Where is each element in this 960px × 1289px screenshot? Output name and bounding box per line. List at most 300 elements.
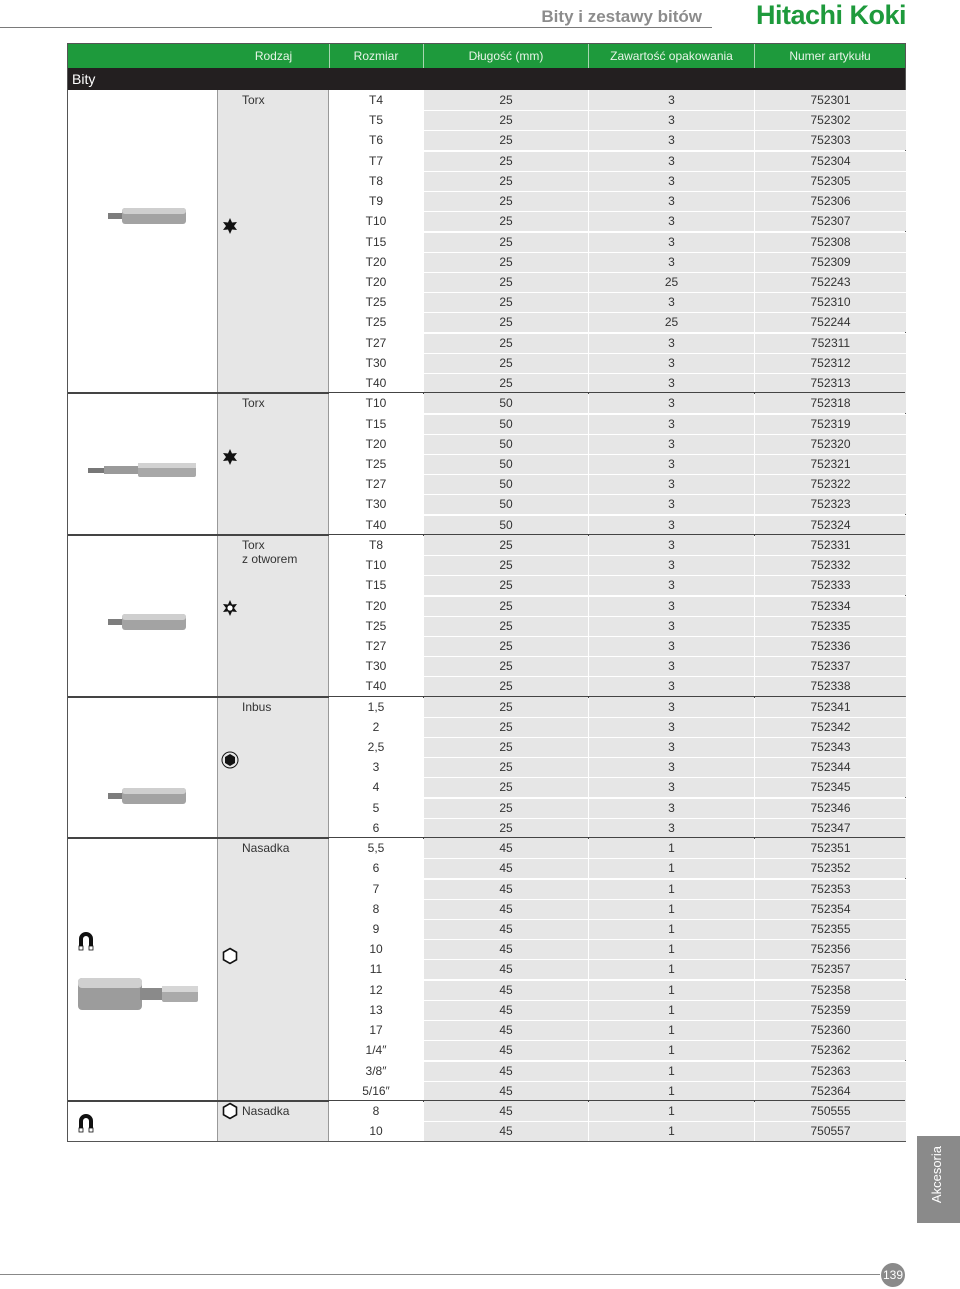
size-cell: T10 bbox=[329, 393, 423, 413]
quantity-cell: 3 bbox=[589, 434, 754, 454]
length-cell: 25 bbox=[424, 353, 588, 373]
row-divider bbox=[329, 879, 906, 880]
article-number-cell: 752364 bbox=[755, 1081, 906, 1101]
length-cell: 25 bbox=[424, 90, 588, 110]
row-divider bbox=[329, 818, 906, 819]
length-cell: 25 bbox=[424, 151, 588, 171]
quantity-cell: 1 bbox=[589, 939, 754, 959]
col-rodzaj: Rodzaj bbox=[254, 49, 293, 63]
row-divider bbox=[329, 656, 906, 657]
quantity-cell: 1 bbox=[589, 1061, 754, 1081]
table-row bbox=[329, 353, 906, 373]
type-label-line: Nasadka bbox=[242, 841, 290, 856]
length-cell: 25 bbox=[424, 636, 588, 656]
quantity-cell: 1 bbox=[589, 1081, 754, 1101]
length-cell: 50 bbox=[424, 515, 588, 535]
size-cell: T27 bbox=[329, 636, 423, 656]
row-divider bbox=[329, 616, 906, 617]
size-cell: T27 bbox=[329, 333, 423, 353]
row-divider bbox=[329, 757, 906, 758]
article-number-cell: 752313 bbox=[755, 373, 906, 393]
quantity-cell: 3 bbox=[589, 777, 754, 797]
row-divider bbox=[329, 1081, 906, 1082]
hex-outline-icon bbox=[221, 1102, 239, 1120]
table-row bbox=[329, 1020, 906, 1040]
col-rozmiar: Rozmiar bbox=[353, 49, 399, 63]
article-number-cell: 752308 bbox=[755, 232, 906, 252]
type-label-line: Torx bbox=[242, 93, 265, 107]
quantity-cell: 3 bbox=[589, 151, 754, 171]
row-divider bbox=[329, 232, 906, 233]
footer-rule bbox=[0, 1274, 880, 1275]
type-label bbox=[242, 1104, 289, 1118]
size-cell: T40 bbox=[329, 515, 423, 535]
table-row bbox=[329, 879, 906, 899]
quantity-cell: 3 bbox=[589, 737, 754, 757]
article-number-cell: 752337 bbox=[755, 656, 906, 676]
row-divider bbox=[329, 636, 906, 637]
quantity-cell: 3 bbox=[589, 252, 754, 272]
article-number-cell: 752320 bbox=[755, 434, 906, 454]
size-cell: T20 bbox=[329, 272, 423, 292]
table-row bbox=[329, 555, 906, 575]
row-divider bbox=[329, 676, 906, 677]
hex-outline-icon bbox=[221, 947, 239, 965]
length-cell: 25 bbox=[424, 697, 588, 717]
article-number-cell: 752331 bbox=[755, 535, 906, 555]
quantity-cell: 3 bbox=[589, 393, 754, 413]
table-row bbox=[329, 474, 906, 494]
length-cell: 25 bbox=[424, 676, 588, 696]
article-number-cell: 752305 bbox=[755, 171, 906, 191]
size-cell: T30 bbox=[329, 353, 423, 373]
quantity-cell: 3 bbox=[589, 656, 754, 676]
quantity-cell: 3 bbox=[589, 211, 754, 231]
quantity-cell: 1 bbox=[589, 980, 754, 1000]
size-cell: 12 bbox=[329, 980, 423, 1000]
article-number-cell: 752309 bbox=[755, 252, 906, 272]
bit-image bbox=[78, 974, 202, 1019]
quantity-cell: 3 bbox=[589, 171, 754, 191]
table-row bbox=[329, 171, 906, 191]
table-row bbox=[329, 1081, 906, 1101]
article-number-cell: 752336 bbox=[755, 636, 906, 656]
size-cell: T4 bbox=[329, 90, 423, 110]
row-divider bbox=[329, 899, 906, 900]
quantity-cell: 3 bbox=[589, 697, 754, 717]
row-divider bbox=[329, 454, 906, 455]
row-divider bbox=[329, 110, 906, 111]
length-cell: 25 bbox=[424, 596, 588, 616]
article-number-cell: 752347 bbox=[755, 818, 906, 838]
quantity-cell: 3 bbox=[589, 575, 754, 595]
size-cell: T20 bbox=[329, 434, 423, 454]
row-divider bbox=[329, 959, 906, 960]
size-cell: T6 bbox=[329, 130, 423, 150]
article-number-cell: 750557 bbox=[755, 1121, 906, 1141]
table-row bbox=[329, 393, 906, 413]
length-cell: 25 bbox=[424, 798, 588, 818]
row-divider bbox=[329, 798, 906, 799]
size-cell: T25 bbox=[329, 312, 423, 332]
type-label-line: Nasadka bbox=[242, 1104, 290, 1118]
length-cell: 45 bbox=[424, 1081, 588, 1101]
quantity-cell: 3 bbox=[589, 232, 754, 252]
article-number-cell: 752344 bbox=[755, 757, 906, 777]
size-cell: T15 bbox=[329, 232, 423, 252]
row-divider bbox=[329, 1061, 906, 1062]
type-label-line: Inbus bbox=[242, 699, 272, 714]
quantity-cell: 1 bbox=[589, 1101, 754, 1121]
length-cell: 50 bbox=[424, 434, 588, 454]
table-row bbox=[329, 676, 906, 696]
length-cell: 25 bbox=[424, 777, 588, 797]
table-row bbox=[329, 838, 906, 858]
size-cell: 2 bbox=[329, 717, 423, 737]
type-label-line: Torx bbox=[242, 396, 265, 411]
table-row bbox=[329, 1040, 906, 1060]
article-number-cell: 752354 bbox=[755, 899, 906, 919]
size-cell: T5 bbox=[329, 110, 423, 130]
article-number-cell: 752332 bbox=[755, 555, 906, 575]
size-cell: T20 bbox=[329, 252, 423, 272]
table-row bbox=[329, 1061, 906, 1081]
page-title: Bity i zestawy bitów bbox=[541, 7, 702, 26]
quantity-cell: 3 bbox=[589, 494, 754, 514]
article-number-cell: 752322 bbox=[755, 474, 906, 494]
table-row bbox=[329, 1000, 906, 1020]
quantity-cell: 1 bbox=[589, 838, 754, 858]
row-divider bbox=[329, 575, 906, 576]
size-cell: 10 bbox=[329, 1121, 423, 1141]
size-cell: T40 bbox=[329, 676, 423, 696]
size-cell: 9 bbox=[329, 919, 423, 939]
row-divider bbox=[329, 1000, 906, 1001]
table-row bbox=[329, 1101, 906, 1121]
table-row bbox=[329, 90, 906, 110]
size-cell: T30 bbox=[329, 656, 423, 676]
row-divider bbox=[329, 596, 906, 597]
size-cell: T27 bbox=[329, 474, 423, 494]
length-cell: 45 bbox=[424, 879, 588, 899]
length-cell: 45 bbox=[424, 1101, 588, 1121]
length-cell: 45 bbox=[424, 1000, 588, 1020]
size-cell: T20 bbox=[329, 596, 423, 616]
row-divider bbox=[329, 414, 906, 415]
table-row bbox=[329, 737, 906, 757]
category-bar bbox=[68, 68, 905, 90]
type-label bbox=[242, 396, 265, 410]
row-divider bbox=[329, 333, 906, 334]
article-number-cell: 752304 bbox=[755, 151, 906, 171]
length-cell: 45 bbox=[424, 919, 588, 939]
size-cell: T10 bbox=[329, 211, 423, 231]
row-divider bbox=[329, 494, 906, 495]
quantity-cell: 3 bbox=[589, 676, 754, 696]
length-cell: 25 bbox=[424, 373, 588, 393]
size-cell: T25 bbox=[329, 454, 423, 474]
size-cell: 2,5 bbox=[329, 737, 423, 757]
quantity-cell: 1 bbox=[589, 858, 754, 878]
length-cell: 50 bbox=[424, 454, 588, 474]
table-row bbox=[329, 373, 906, 393]
length-cell: 25 bbox=[424, 737, 588, 757]
quantity-cell: 25 bbox=[589, 272, 754, 292]
length-cell: 45 bbox=[424, 838, 588, 858]
bit-image bbox=[88, 460, 200, 485]
length-cell: 45 bbox=[424, 858, 588, 878]
torx-star-icon bbox=[221, 217, 239, 235]
size-cell: 8 bbox=[329, 899, 423, 919]
type-label bbox=[242, 93, 265, 107]
table-row bbox=[329, 191, 906, 211]
row-divider bbox=[329, 777, 906, 778]
length-cell: 25 bbox=[424, 171, 588, 191]
length-cell: 50 bbox=[424, 494, 588, 514]
length-cell: 45 bbox=[424, 1020, 588, 1040]
quantity-cell: 3 bbox=[589, 110, 754, 130]
row-divider bbox=[329, 717, 906, 718]
hex-icon bbox=[221, 751, 239, 769]
row-divider bbox=[329, 211, 906, 212]
article-number-cell: 752353 bbox=[755, 879, 906, 899]
length-cell: 25 bbox=[424, 555, 588, 575]
table-row bbox=[329, 494, 906, 514]
table-row bbox=[329, 1121, 906, 1141]
quantity-cell: 3 bbox=[589, 717, 754, 737]
length-cell: 25 bbox=[424, 818, 588, 838]
length-cell: 25 bbox=[424, 292, 588, 312]
article-number-cell: 752360 bbox=[755, 1020, 906, 1040]
quantity-cell: 3 bbox=[589, 191, 754, 211]
article-number-cell: 752334 bbox=[755, 596, 906, 616]
table-row bbox=[329, 757, 906, 777]
row-divider bbox=[329, 312, 906, 313]
table-row bbox=[329, 575, 906, 595]
table-row bbox=[329, 515, 906, 535]
size-cell: T40 bbox=[329, 373, 423, 393]
quantity-cell: 3 bbox=[589, 292, 754, 312]
table-row bbox=[329, 777, 906, 797]
article-number-cell: 752342 bbox=[755, 717, 906, 737]
quantity-cell: 1 bbox=[589, 899, 754, 919]
quantity-cell: 3 bbox=[589, 616, 754, 636]
length-cell: 45 bbox=[424, 939, 588, 959]
size-cell: T10 bbox=[329, 555, 423, 575]
row-divider bbox=[329, 858, 906, 859]
quantity-cell: 1 bbox=[589, 1020, 754, 1040]
quantity-cell: 1 bbox=[589, 879, 754, 899]
quantity-cell: 1 bbox=[589, 1121, 754, 1141]
size-cell: T15 bbox=[329, 575, 423, 595]
row-divider bbox=[329, 373, 906, 374]
table-row bbox=[329, 333, 906, 353]
length-cell: 25 bbox=[424, 272, 588, 292]
size-cell: 4 bbox=[329, 777, 423, 797]
article-number-cell: 752352 bbox=[755, 858, 906, 878]
article-number-cell: 752303 bbox=[755, 130, 906, 150]
table-row bbox=[329, 414, 906, 434]
article-number-cell: 752357 bbox=[755, 959, 906, 979]
type-label bbox=[242, 538, 297, 566]
article-number-cell: 752363 bbox=[755, 1061, 906, 1081]
quantity-cell: 3 bbox=[589, 596, 754, 616]
size-cell: 3 bbox=[329, 757, 423, 777]
quantity-cell: 3 bbox=[589, 454, 754, 474]
table-row bbox=[329, 596, 906, 616]
length-cell: 45 bbox=[424, 1061, 588, 1081]
row-divider bbox=[329, 1121, 906, 1122]
col-zawartosc: Zawartość opakowania bbox=[610, 49, 733, 63]
section-tab bbox=[917, 1136, 960, 1223]
bit-image bbox=[108, 204, 190, 233]
article-number-cell: 752335 bbox=[755, 616, 906, 636]
row-divider bbox=[329, 939, 906, 940]
article-number-cell: 752306 bbox=[755, 191, 906, 211]
row-divider bbox=[329, 555, 906, 556]
row-divider bbox=[329, 272, 906, 273]
table-row bbox=[329, 697, 906, 717]
table-row bbox=[329, 818, 906, 838]
article-number-cell: 752310 bbox=[755, 292, 906, 312]
row-divider bbox=[329, 353, 906, 354]
size-cell: 8 bbox=[329, 1101, 423, 1121]
row-divider bbox=[329, 151, 906, 152]
row-divider bbox=[329, 980, 906, 981]
article-number-cell: 752343 bbox=[755, 737, 906, 757]
table-row bbox=[329, 535, 906, 555]
quantity-cell: 1 bbox=[589, 1000, 754, 1020]
length-cell: 25 bbox=[424, 130, 588, 150]
length-cell: 25 bbox=[424, 333, 588, 353]
article-number-cell: 752359 bbox=[755, 1000, 906, 1020]
article-number-cell: 752301 bbox=[755, 90, 906, 110]
table-row bbox=[329, 272, 906, 292]
row-divider bbox=[329, 252, 906, 253]
length-cell: 25 bbox=[424, 232, 588, 252]
article-number-cell: 752362 bbox=[755, 1040, 906, 1060]
article-number-cell: 752338 bbox=[755, 676, 906, 696]
length-cell: 25 bbox=[424, 575, 588, 595]
type-label-line: Torx bbox=[242, 537, 265, 552]
article-number-cell: 752302 bbox=[755, 110, 906, 130]
size-cell: 1,5 bbox=[329, 697, 423, 717]
article-number-cell: 752312 bbox=[755, 353, 906, 373]
article-number-cell: 752243 bbox=[755, 272, 906, 292]
quantity-cell: 3 bbox=[589, 555, 754, 575]
article-number-cell: 752341 bbox=[755, 697, 906, 717]
table-row bbox=[329, 717, 906, 737]
length-cell: 25 bbox=[424, 535, 588, 555]
table-row bbox=[329, 939, 906, 959]
bit-image bbox=[108, 784, 190, 813]
length-cell: 50 bbox=[424, 474, 588, 494]
table-row bbox=[329, 919, 906, 939]
table-row bbox=[329, 151, 906, 171]
type-label bbox=[242, 700, 271, 714]
quantity-cell: 3 bbox=[589, 353, 754, 373]
size-cell: T15 bbox=[329, 414, 423, 434]
row-divider bbox=[329, 474, 906, 475]
torx-star-icon bbox=[221, 448, 239, 466]
size-cell: 7 bbox=[329, 879, 423, 899]
col-numer: Numer artykułu bbox=[789, 49, 871, 63]
size-cell: 6 bbox=[329, 858, 423, 878]
row-divider bbox=[329, 130, 906, 131]
quantity-cell: 3 bbox=[589, 90, 754, 110]
article-number-cell: 752358 bbox=[755, 980, 906, 1000]
brand-logo: Hitachi Koki bbox=[755, 0, 906, 30]
magnet-icon bbox=[77, 1113, 95, 1133]
table-row bbox=[329, 959, 906, 979]
length-cell: 25 bbox=[424, 110, 588, 130]
bit-image bbox=[108, 610, 190, 639]
table-row bbox=[329, 798, 906, 818]
size-cell: 5 bbox=[329, 798, 423, 818]
article-number-cell: 752333 bbox=[755, 575, 906, 595]
length-cell: 25 bbox=[424, 656, 588, 676]
table-row bbox=[329, 252, 906, 272]
row-divider bbox=[329, 515, 906, 516]
magnet-icon bbox=[77, 931, 95, 951]
article-number-cell: 752324 bbox=[755, 515, 906, 535]
article-number-cell: 752319 bbox=[755, 414, 906, 434]
length-cell: 45 bbox=[424, 1121, 588, 1141]
size-cell: T8 bbox=[329, 171, 423, 191]
quantity-cell: 1 bbox=[589, 919, 754, 939]
length-cell: 45 bbox=[424, 1040, 588, 1060]
category-label: Bity bbox=[72, 71, 96, 87]
length-cell: 25 bbox=[424, 616, 588, 636]
torx-hole-icon bbox=[221, 599, 239, 617]
size-cell: 17 bbox=[329, 1020, 423, 1040]
quantity-cell: 3 bbox=[589, 798, 754, 818]
size-cell: T25 bbox=[329, 616, 423, 636]
row-divider bbox=[329, 919, 906, 920]
length-cell: 50 bbox=[424, 414, 588, 434]
row-divider bbox=[329, 434, 906, 435]
size-cell: 13 bbox=[329, 1000, 423, 1020]
row-divider bbox=[329, 171, 906, 172]
length-cell: 45 bbox=[424, 899, 588, 919]
quantity-cell: 3 bbox=[589, 414, 754, 434]
quantity-cell: 3 bbox=[589, 130, 754, 150]
size-cell: T25 bbox=[329, 292, 423, 312]
table-row bbox=[329, 858, 906, 878]
table-row bbox=[329, 656, 906, 676]
length-cell: 25 bbox=[424, 191, 588, 211]
length-cell: 45 bbox=[424, 980, 588, 1000]
size-cell: 3/8″ bbox=[329, 1061, 423, 1081]
quantity-cell: 3 bbox=[589, 818, 754, 838]
article-number-cell: 752355 bbox=[755, 919, 906, 939]
header-rule bbox=[0, 27, 712, 28]
type-label bbox=[242, 841, 289, 855]
article-number-cell: 750555 bbox=[755, 1101, 906, 1121]
quantity-cell: 3 bbox=[589, 333, 754, 353]
row-divider bbox=[329, 1020, 906, 1021]
article-number-cell: 752244 bbox=[755, 312, 906, 332]
quantity-cell: 3 bbox=[589, 474, 754, 494]
article-number-cell: 752321 bbox=[755, 454, 906, 474]
page-number: 139 bbox=[881, 1263, 905, 1287]
article-number-cell: 752318 bbox=[755, 393, 906, 413]
length-cell: 45 bbox=[424, 959, 588, 979]
table-row bbox=[329, 980, 906, 1000]
length-cell: 50 bbox=[424, 393, 588, 413]
row-divider bbox=[329, 737, 906, 738]
length-cell: 25 bbox=[424, 312, 588, 332]
